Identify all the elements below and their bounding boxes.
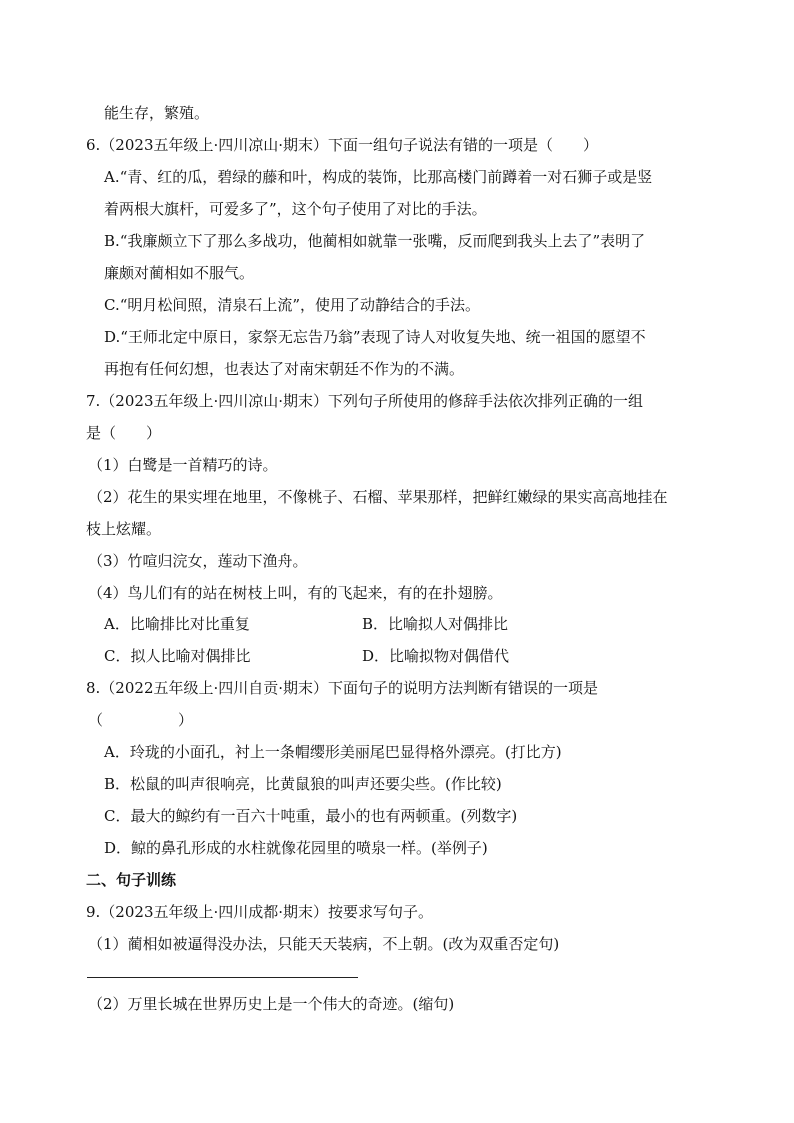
q9-item-1: （1）蔺相如被逼得没办法，只能天天装病，不上朝。(改为双重否定句) [88,935,560,953]
q6-option-b-line2: 廉颇对蔺相如不服气。 [104,264,255,282]
q6-option-d-line2: 再抱有任何幻想，也表达了对南宋朝廷不作为的不满。 [104,360,465,378]
question-6-stem: 6.（2023五年级上·四川凉山·期末）下面一组句子说法有错的一项是（ ） [86,136,599,154]
q7-option-c: C．拟人比喻对偶排比 [104,647,251,665]
q6-option-d-line1: D.“王师北定中原日，家祭无忘告乃翁”表现了诗人对收复失地、统一祖国的愿望不 [104,328,646,346]
q9-item-2: （2）万里长城在世界历史上是一个伟大的奇迹。(缩句) [88,995,455,1013]
section-heading: 二、句子训练 [86,871,177,889]
q6-option-c: C.“明月松间照，清泉石上流”，使用了动静结合的手法。 [104,296,481,314]
q7-option-d: D．比喻拟物对偶借代 [362,647,510,665]
q8-option-d: D．鲸的鼻孔形成的水柱就像花园里的喷泉一样。(举例子) [104,839,488,857]
q8-option-a: A．玲珑的小面孔，衬上一条帽缨形美丽尾巴显得格外漂亮。(打比方) [104,743,562,761]
q8-option-b: B．松鼠的叫声很响亮，比黄鼠狼的叫声还要尖些。(作比较) [104,775,502,793]
question-8-stem: 8.（2022五年级上·四川自贡·期末）下面句子的说明方法判断有错误的一项是 [86,679,599,697]
q7-option-a: A．比喻排比对比重复 [104,615,250,633]
question-9-stem: 9.（2023五年级上·四川成都·期末）按要求写句子。 [86,903,434,921]
q7-option-b: B．比喻拟人对偶排比 [362,615,509,633]
q7-sentence-2-line2: 枝上炫耀。 [86,520,162,538]
q7-sentence-1: （1）白鹭是一首精巧的诗。 [88,456,278,474]
q6-option-a-line1: A.“青、红的瓜，碧绿的藤和叶，构成的装饰，比那高楼门前蹲着一对石狮子或是竖 [104,168,653,186]
q8-answer-paren: （ ） [88,711,194,729]
q7-sentence-3: （3）竹喧归浣女，莲动下渔舟。 [88,552,308,570]
question-7-stem-line1: 7.（2023五年级上·四川凉山·期末）下列句子所使用的修辞手法依次排列正确的一组 [86,392,644,410]
q6-option-b-line1: B.“我廉颇立下了那么多战功，他蔺相如就靠一张嘴，反而爬到我头上去了”表明了 [104,232,646,250]
q7-sentence-2-line1: （2）花生的果实埋在地里，不像桃子、石榴、苹果那样，把鲜红嫩绿的果实高高地挂在 [88,488,668,506]
q7-sentence-4: （4）鸟儿们有的站在树枝上叫，有的飞起来，有的在扑翅膀。 [88,584,503,602]
q8-option-c: C．最大的鲸约有一百六十吨重，最小的也有两顿重。(列数字) [104,807,518,825]
q6-option-a-line2: 着两根大旗杆，可爱多了”，这个句子使用了对比的手法。 [104,200,487,218]
answer-line[interactable] [87,977,358,978]
question-7-stem-line2: 是（ ） [86,424,162,442]
text-line: 能生存，繁殖。 [104,104,210,122]
